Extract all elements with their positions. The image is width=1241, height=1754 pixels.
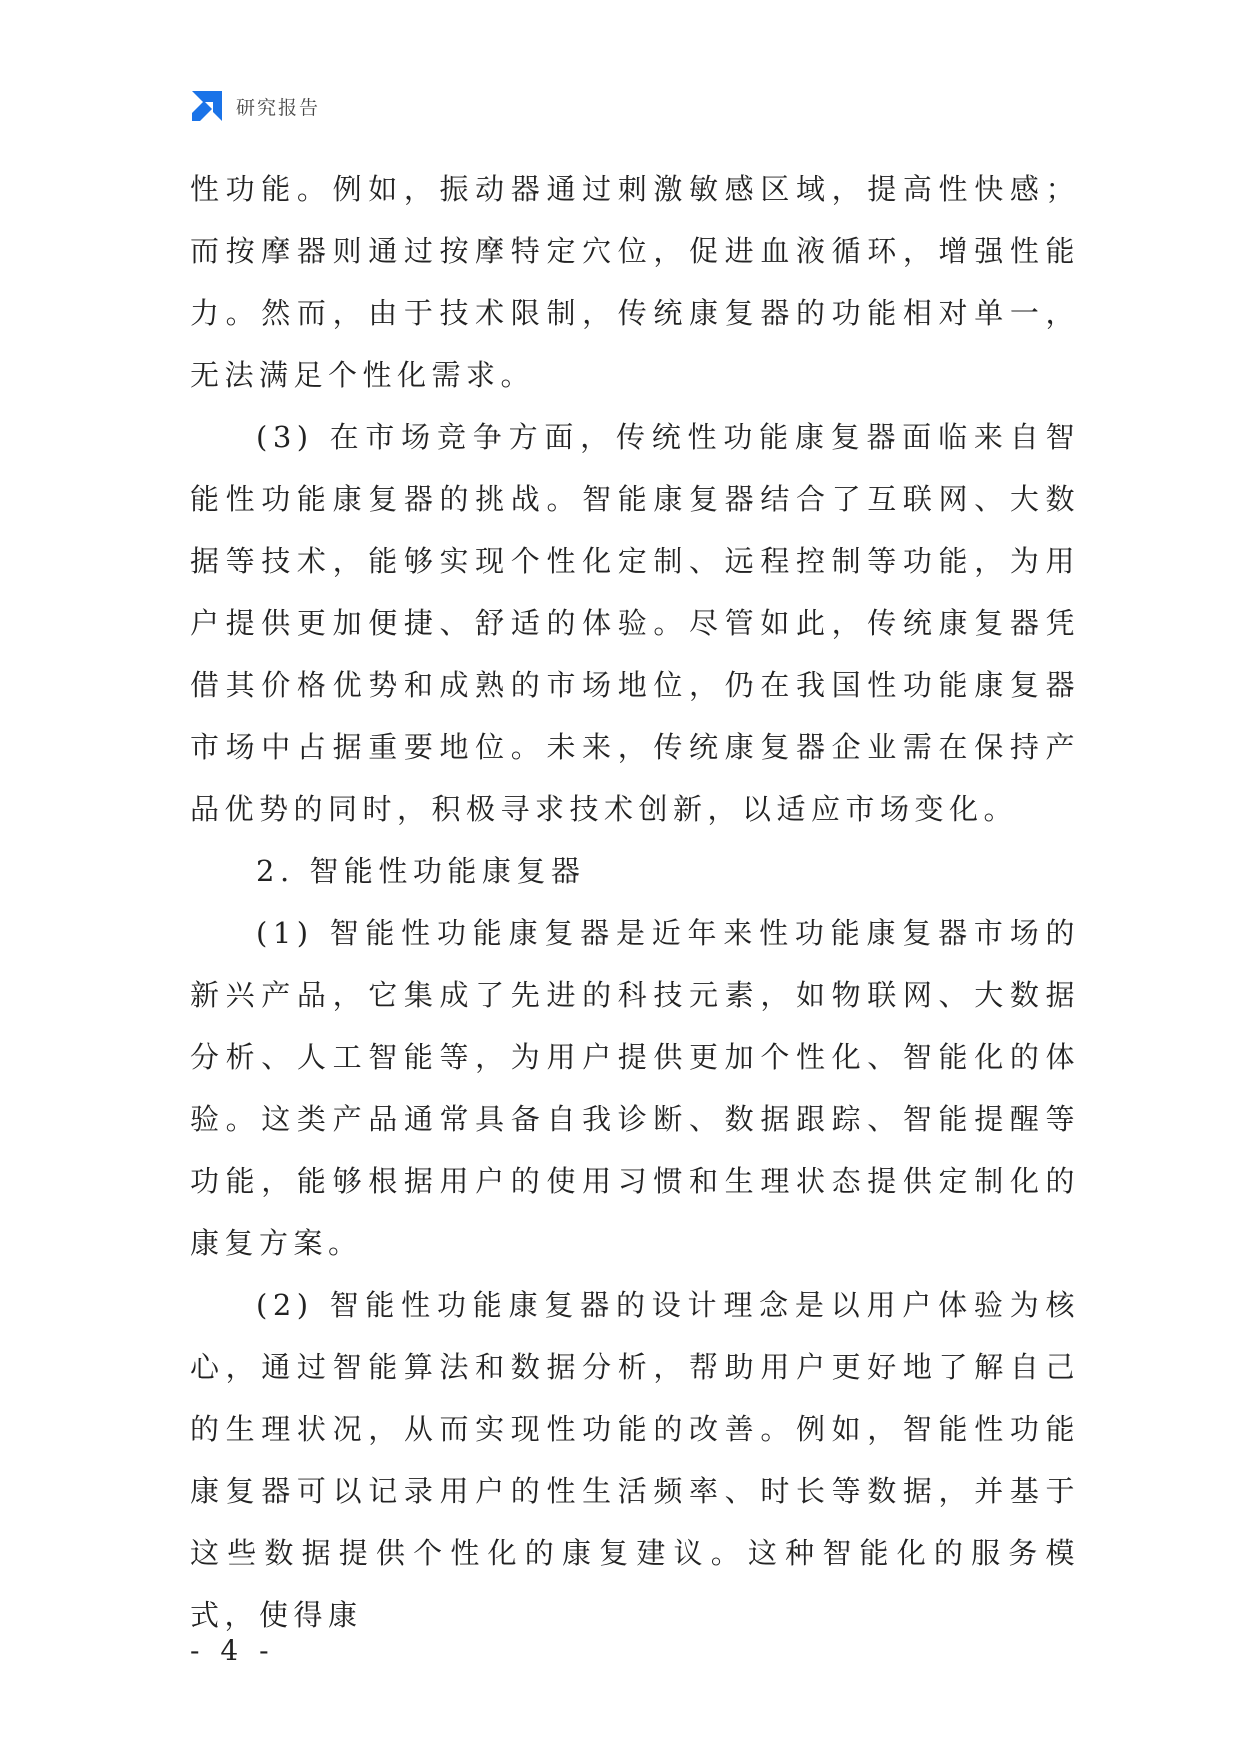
- paragraph: (1) 智能性功能康复器是近年来性功能康复器市场的新兴产品，它集成了先进的科技元素，如物联网、大数据分析、人工智能等，为用户提供更加个性化、智能化的体验。这类产品通常具备自我诊断、数据跟踪、智能提醒等功能，能够根据用户的使用习惯和生理状态提供定制化的康复方案。: [190, 916, 1080, 1260]
- section-heading: 2. 智能性功能康复器: [256, 854, 586, 888]
- paragraph: (2) 智能性功能康复器的设计理念是以用户体验为核心，通过智能算法和数据分析，帮助用户更好地了解自己的生理状况，从而实现性功能的改善。例如，智能性功能康复器可以记录用户的性生活频率、时长等数据，并基于这些数据提供个性化的康复建议。这种智能化的服务模式，使得康: [190, 1288, 1080, 1632]
- report-header: [190, 86, 320, 126]
- page-number: - 4 -: [190, 1634, 275, 1667]
- paragraph: 性功能。例如，振动器通过刺激敏感区域，提高性快感；而按摩器则通过按摩特定穴位，促进血液循环，增强性能力。然而，由于技术限制，传统康复器的功能相对单一，无法满足个性化需求。: [190, 172, 1080, 392]
- paragraph: (3) 在市场竞争方面，传统性功能康复器面临来自智能性功能康复器的挑战。智能康复器结合了互联网、大数据等技术，能够实现个性化定制、远程控制等功能，为用户提供更加便捷、舒适的体验。尽管如此，传统康复器凭借其价格优势和成熟的市场地位，仍在我国性功能康复器市场中占据重要地位。未来，传统康复器企业需在保持产品优势的同时，积极寻求技术创新，以适应市场变化。: [190, 420, 1080, 826]
- document-body: [190, 158, 1080, 1646]
- arrow-logo-icon: [190, 89, 224, 123]
- header-title: 研究报告: [236, 96, 321, 119]
